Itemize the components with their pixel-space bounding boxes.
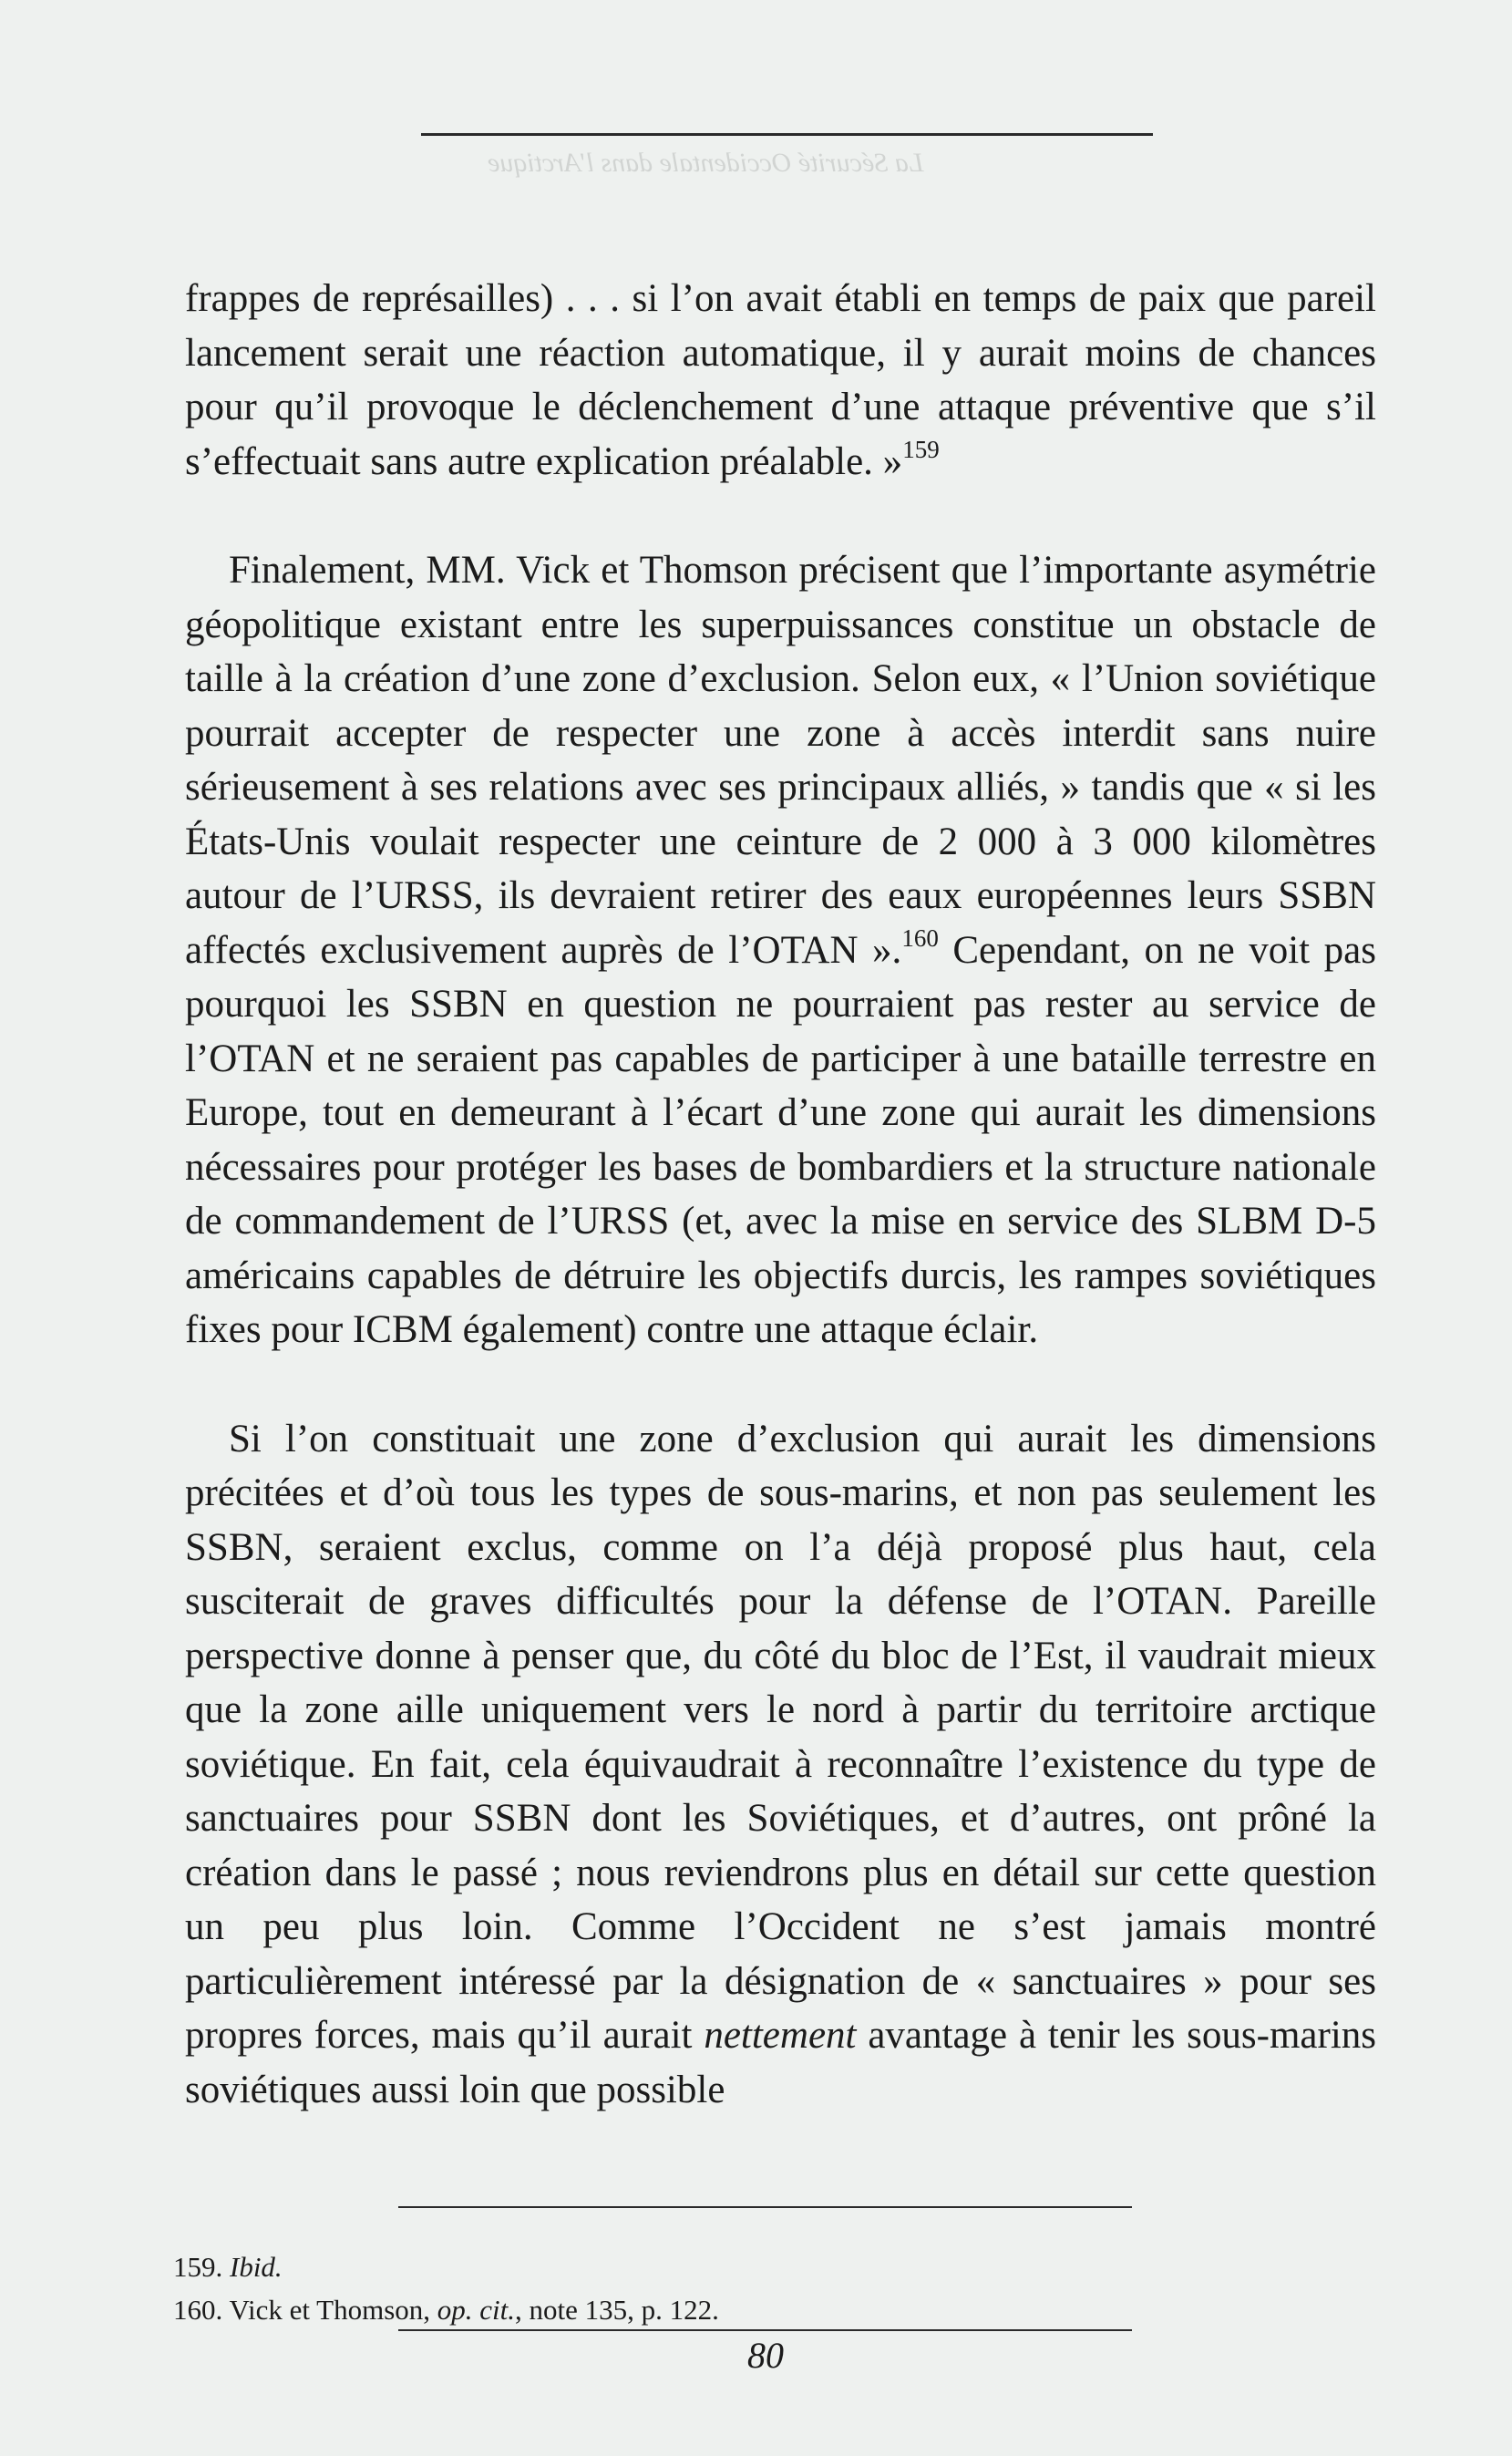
paragraph [185, 272, 1376, 489]
footnote-ref: 160 [901, 924, 939, 952]
text-run: , note 135, p. 122. [515, 2294, 719, 2326]
body-text [185, 272, 1376, 2117]
emphasis-text: Ibid. [230, 2251, 283, 2283]
text-run: 159. [173, 2251, 230, 2283]
text-run: Finalement, MM. Vick et Thomson précisent que l’importante asymétrie géopolitique existant entre les superpuissances constitue un obstacle de taille à la création d’une zone d’exclusion. Selon eux, « l’Union soviétique pourrait accepter de respecter une zone à accès interdit sans nuire sérieusement à ses relations avec ses principaux alliés, » tandis que « si les États-Unis voulait respecter une ceinture de 2 000 à 3 000 kilomètres autour de l’URSS, ils devraient retirer des eaux européennes leurs SSBN affectés exclusivement auprès de l’OTAN ». [185, 549, 1376, 972]
text-run: Si l’on constituait une zone d’exclusion qui aurait les dimensions précitées et d’où tous les types de sous-marins, et non pas seulement les SSBN, seraient exclus, comme on l’a déjà proposé plus haut, cela susciterait de graves difficultés pour la défense de l’OTAN. Pareille perspective donne à penser que, du côté du bloc de l’Est, il vaudrait mieux que la zone aille uniquement vers le nord à partir du territoire arctique soviétique. En fait, cela équivaudrait à reconnaître l’existence du type de sanctuaires pour SSBN dont les Soviétiques, et d’autres, ont prôné la création dans le passé ; nous reviendrons plus en détail sur cette question un peu plus loin. Comme l’Occident ne s’est jamais montré particulièrement intéressé par la désignation de « sanctuaires » pour ses propres forces, mais qu’il aurait [185, 1417, 1376, 2057]
emphasis-text: nettement [704, 2014, 857, 2057]
emphasis-text: op. cit. [437, 2294, 516, 2326]
footnote-rule [398, 2206, 1132, 2208]
footnote-ref: 159 [902, 435, 940, 463]
text-run: 160. Vick et Thomson, [173, 2294, 437, 2326]
text-run: frappes de représailles) . . . si l’on avait établi en temps de paix que pareil lancement serait une réaction automatique, il y aurait moins de chances pour qu’il provoque le déclenchement d’une attaque préventive que s’il s’effectuait sans autre explication préalable. » [185, 277, 1376, 483]
text-run: avantage à tenir les sous-marins soviétiques aussi loin que possible [185, 2014, 1376, 2111]
header-rule [421, 133, 1153, 136]
running-header-bleedthrough: La Sécurité Occidentale dans l'Arctique [488, 148, 924, 178]
footnote [173, 2245, 1176, 2288]
footnote [173, 2288, 1176, 2331]
text-run: Cependant, on ne voit pas pourquoi les SSBN en question ne pourraient pas rester au service de l’OTAN et ne seraient pas capables de participer à une bataille terrestre en Europe, tout en demeurant à l’écart d’une zone qui aurait les dimensions nécessaires pour protéger les bases de bombardiers et la structure nationale de commandement de l’URSS (et, avec la mise en service des SLBM D-5 américains capables de détruire les objectifs durcis, les rampes soviétiques fixes pour ICBM également) contre une attaque éclair. [185, 928, 1376, 1351]
paragraph [185, 543, 1376, 1357]
page-number: 80 [747, 2335, 784, 2376]
paragraph [185, 1412, 1376, 2118]
footnotes [173, 2245, 1176, 2331]
footer-rule [398, 2329, 1132, 2331]
